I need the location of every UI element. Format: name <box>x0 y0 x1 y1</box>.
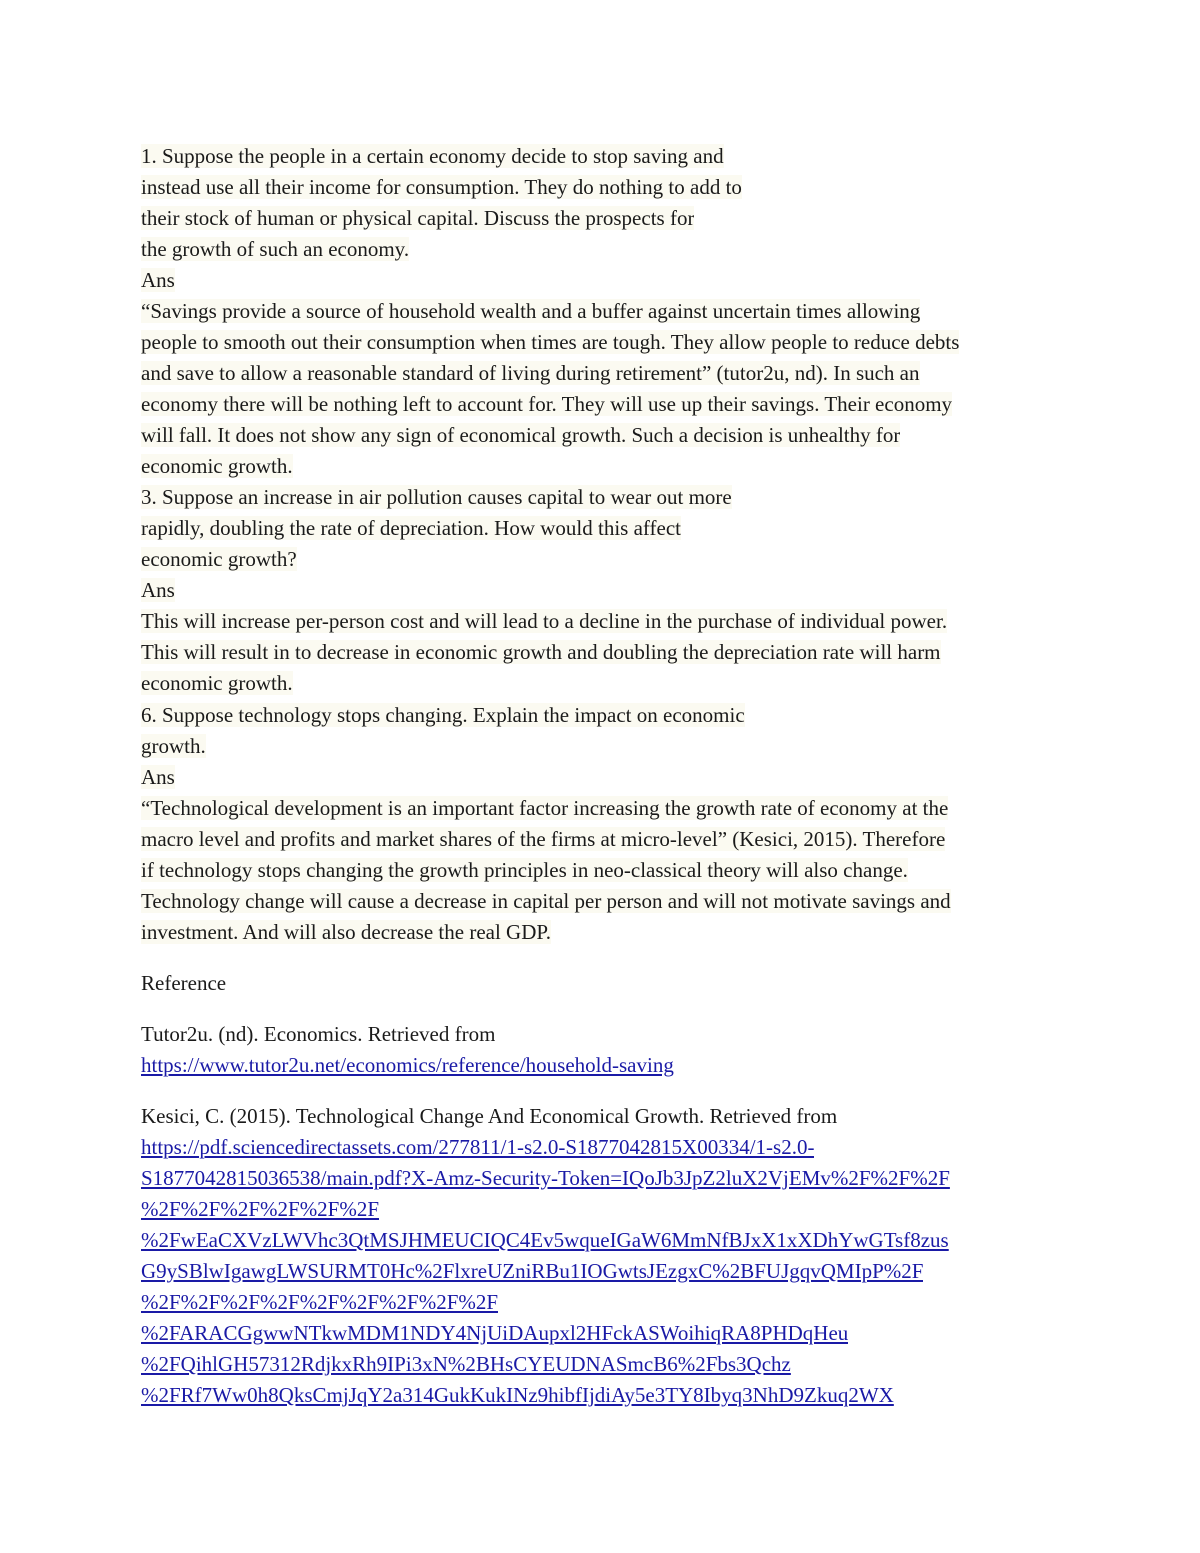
reference-2-link-line[interactable] <box>141 1349 791 1380</box>
question-6-text: growth. <box>141 734 206 758</box>
answer-3-text: economic growth. <box>141 671 293 695</box>
answer-6-line <box>141 886 951 917</box>
ans-label: Ans <box>141 765 175 789</box>
reference-2-link-line[interactable] <box>141 1194 379 1225</box>
answer-1-text: economic growth. <box>141 454 293 478</box>
reference-2-link[interactable]: %2FARACGgwwNTkwMDM1NDY4NjUiDAupxl2HFckASWoihiqRA8PHDqHeu <box>141 1321 849 1345</box>
answer-1-line <box>141 327 959 358</box>
question-3-text: 3. Suppose an increase in air pollution causes capital to wear out more <box>141 485 732 509</box>
question-1-line <box>141 203 694 234</box>
question-6-text: 6. Suppose technology stops changing. Explain the impact on economic <box>141 703 745 727</box>
reference-2-link-line[interactable] <box>141 1256 923 1287</box>
reference-2-link[interactable]: %2FQihlGH57312RdjkxRh9IPi3xN%2BHsCYEUDNASmcB6%2Fbs3Qchz <box>141 1352 791 1376</box>
question-6-line <box>141 700 745 731</box>
answer-3-label <box>141 575 175 606</box>
answer-1-line <box>141 451 293 482</box>
reference-2-link-line[interactable] <box>141 1163 950 1194</box>
ans-label: Ans <box>141 268 175 292</box>
answer-6-text: if technology stops changing the growth principles in neo-classical theory will also change. <box>141 858 908 882</box>
answer-1-line <box>141 358 920 389</box>
reference-2-link[interactable]: %2FwEaCXVzLWVhc3QtMSJHMEUCIQC4Ev5wqueIGaW6MmNfBJxX1xXDhYwGTsf8zus <box>141 1228 949 1252</box>
answer-6-line <box>141 824 945 855</box>
answer-3-line <box>141 637 941 668</box>
reference-2-link-line[interactable] <box>141 1287 498 1318</box>
answer-6-text: investment. And will also decrease the real GDP. <box>141 920 551 944</box>
reference-2-link-line[interactable] <box>141 1225 949 1256</box>
answer-1-line <box>141 389 952 420</box>
question-1-line <box>141 141 724 172</box>
question-3-line <box>141 513 681 544</box>
reference-2-link[interactable]: G9ySBlwIgawgLWSURMT0Hc%2FlxreUZniRBu1IOGwtsJEzgxC%2BFUJgqvQMIpP%2F <box>141 1259 924 1283</box>
question-1-text: instead use all their income for consumption. They do nothing to add to <box>141 175 742 199</box>
question-1-line <box>141 234 409 265</box>
answer-1-text: “Savings provide a source of household wealth and a buffer against uncertain times allowing <box>141 299 921 323</box>
reference-2-link[interactable]: %2F%2F%2F%2F%2F%2F <box>141 1197 380 1221</box>
answer-6-text: macro level and profits and market shares of the firms at micro-level” (Kesici, 2015). Therefore <box>141 827 946 851</box>
answer-1-text: and save to allow a reasonable standard of living during retirement” (tutor2u, nd). In such an <box>141 361 920 385</box>
answer-6-text: Technology change will cause a decrease in capital per person and will not motivate savings and <box>141 889 951 913</box>
reference-1-citation: Tutor2u. (nd). Economics. Retrieved from <box>141 1022 496 1046</box>
answer-3-line <box>141 606 947 637</box>
answer-1-line <box>141 296 920 327</box>
answer-6-line <box>141 917 551 948</box>
answer-3-text: This will result in to decrease in economic growth and doubling the depreciation rate will harm <box>141 640 941 664</box>
question-3-text: rapidly, doubling the rate of depreciation. How would this affect <box>141 516 682 540</box>
answer-6-line <box>141 855 908 886</box>
reference-2-link[interactable]: https://pdf.sciencedirectassets.com/277811/1-s2.0-S1877042815X00334/1-s2.0- <box>141 1135 815 1159</box>
reference-2-link[interactable]: %2F%2F%2F%2F%2F%2F%2F%2F%2F <box>141 1290 499 1314</box>
question-6-line <box>141 731 206 762</box>
question-3-line <box>141 544 297 575</box>
question-1-text: 1. Suppose the people in a certain economy decide to stop saving and <box>141 144 724 168</box>
reference-2-link-line[interactable] <box>141 1318 848 1349</box>
question-3-text: economic growth? <box>141 547 297 571</box>
question-1-text: the growth of such an economy. <box>141 237 410 261</box>
answer-6-label <box>141 762 175 793</box>
reference-2-link-line[interactable] <box>141 1132 814 1163</box>
answer-1-text: will fall. It does not show any sign of economical growth. Such a decision is unhealthy for <box>141 423 901 447</box>
question-1-text: their stock of human or physical capital. Discuss the prospects for <box>141 206 695 230</box>
answer-3-text: This will increase per-person cost and will lead to a decline in the purchase of individual power. <box>141 609 948 633</box>
reference-2-link-line[interactable] <box>141 1380 894 1411</box>
answer-1-label <box>141 265 175 296</box>
answer-1-line <box>141 420 900 451</box>
reference-2-link[interactable]: S1877042815036538/main.pdf?X-Amz-Security-Token=IQoJb3JpZ2luX2VjEMv%2F%2F%2F <box>141 1166 950 1190</box>
answer-6-text: “Technological development is an important factor increasing the growth rate of economy at the <box>141 796 949 820</box>
answer-6-line <box>141 793 948 824</box>
reference-2-link[interactable]: %2FRf7Ww0h8QksCmjJqY2a314GukKukINz9hibfIjdiAy5e3TY8Ibyq3NhD9Zkuq2WX <box>141 1383 894 1407</box>
reference-heading: Reference <box>141 971 227 995</box>
reference-1-link-line[interactable] <box>141 1050 674 1081</box>
answer-3-line <box>141 668 293 699</box>
answer-1-text: people to smooth out their consumption when times are tough. They allow people to reduce debts <box>141 330 960 354</box>
question-3-line <box>141 482 732 513</box>
reference-1-link[interactable]: https://www.tutor2u.net/economics/reference/household-saving <box>141 1053 674 1077</box>
reference-2-citation: Kesici, C. (2015). Technological Change And Economical Growth. Retrieved from <box>141 1104 838 1128</box>
question-1-line <box>141 172 742 203</box>
answer-1-text: economy there will be nothing left to account for. They will use up their savings. Their economy <box>141 392 953 416</box>
ans-label: Ans <box>141 578 175 602</box>
